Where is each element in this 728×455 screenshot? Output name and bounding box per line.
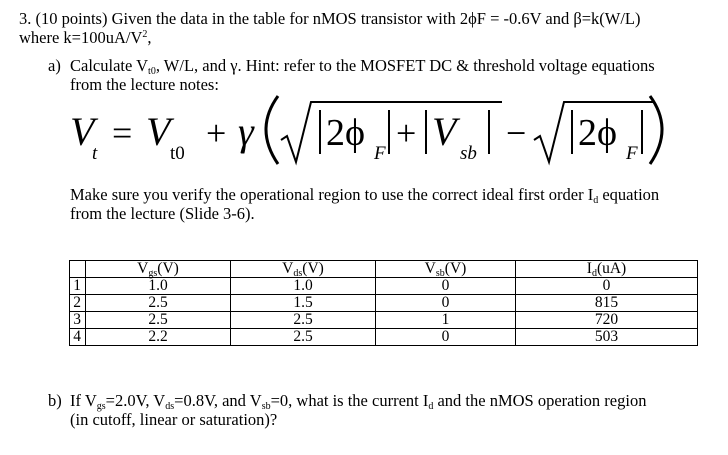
cell-vgs: 2.5 bbox=[86, 295, 231, 312]
eq-two-phi-2: 2ϕ bbox=[578, 112, 618, 154]
eq-minus: − bbox=[506, 113, 527, 153]
eq-vt-sub: t bbox=[92, 143, 98, 164]
eq-equals: = bbox=[112, 113, 133, 153]
cell-id: 720 bbox=[516, 312, 698, 329]
eq-vt: V bbox=[70, 109, 95, 154]
part-b-line1: b) If $V_{gs}=2.0V$, $V_{ds}=0.8V$, and $V_{sb}=0$, what is the current $I_d$ and the nMOS operation region bbox=[48, 391, 647, 412]
part-a-line1 bbox=[48, 56, 655, 75]
left-parenthesis bbox=[266, 96, 278, 164]
header-cell-vgs: $V_{gs}(V)$ bbox=[86, 261, 231, 278]
cell-vds: 1.5 bbox=[231, 295, 376, 312]
eq-gamma: γ bbox=[238, 109, 254, 154]
header-cell-id: $I_d(uA)$ bbox=[516, 261, 698, 278]
cell-id: 815 bbox=[516, 295, 698, 312]
cell-vsb: 0 bbox=[376, 278, 516, 295]
cell-vds: 1.0 bbox=[231, 278, 376, 295]
row-index: 3 bbox=[70, 312, 86, 329]
note-text-cont: equation bbox=[598, 185, 660, 204]
subscript: d bbox=[593, 195, 599, 206]
cell-vsb: 0 bbox=[376, 329, 516, 346]
eq-vsb: V bbox=[432, 109, 457, 154]
right-parenthesis bbox=[650, 96, 662, 164]
part-a-label: a) bbox=[48, 56, 61, 75]
note-line2: from the lecture (Slide 3-6). bbox=[70, 204, 255, 223]
row-index: 2 bbox=[70, 295, 86, 312]
cell-vgs: 2.2 bbox=[86, 329, 231, 346]
transistor-data-table bbox=[69, 260, 698, 346]
header-cell-vds: $V_{ds}(V)$ bbox=[231, 261, 376, 278]
part-a-text-cont: , W/L, and γ. Hint: refer to the MOSFET DC & threshold voltage equations bbox=[155, 56, 655, 75]
cell-vds: 2.5 bbox=[231, 312, 376, 329]
question-text-end: , bbox=[147, 28, 152, 47]
part-b-label: b) bbox=[48, 391, 62, 410]
eq-vt0: V bbox=[146, 109, 171, 154]
note-text: Make sure you verify the operational region to use the correct ideal first order I bbox=[70, 185, 594, 204]
eq-vt0-sub: t0 bbox=[170, 143, 185, 164]
header-cell-vsb: $V_{sb}(V)$ bbox=[376, 261, 516, 278]
cell-id: 0 bbox=[516, 278, 698, 295]
eq-phi-sub: F bbox=[374, 143, 386, 164]
cell-id: 503 bbox=[516, 329, 698, 346]
eq-phi-sub-2: F bbox=[626, 143, 638, 164]
row-index: 4 bbox=[70, 329, 86, 346]
part-a-line2: from the lecture notes: bbox=[70, 75, 219, 94]
cell-vgs: 2.5 bbox=[86, 312, 231, 329]
superscript: 2 bbox=[142, 29, 148, 40]
question-text: where k=100uA/V bbox=[19, 28, 143, 47]
cell-vgs: 1.0 bbox=[86, 278, 231, 295]
cell-vds: 2.5 bbox=[231, 329, 376, 346]
cell-vsb: 0 bbox=[376, 295, 516, 312]
eq-plus-1: + bbox=[206, 113, 227, 153]
eq-plus-2: + bbox=[396, 113, 417, 153]
part-a-text: Calculate V bbox=[70, 56, 149, 75]
row-index: 1 bbox=[70, 278, 86, 295]
header-cell-index bbox=[70, 261, 86, 278]
eq-vsb-sub: sb bbox=[460, 143, 477, 164]
part-b-line2: (in cutoff, linear or saturation)? bbox=[70, 410, 278, 429]
eq-two-phi: 2ϕ bbox=[326, 112, 366, 154]
table-header-row bbox=[70, 261, 698, 278]
subscript: t0 bbox=[148, 66, 156, 77]
question-statement-line2 bbox=[19, 28, 152, 47]
question-statement-line1: 3. (10 points) Given the data in the table for nMOS transistor with 2ϕF = -0.6V and β=k(W/L) bbox=[19, 9, 641, 28]
threshold-voltage-equation bbox=[66, 88, 666, 170]
table-row bbox=[70, 312, 698, 329]
table-row bbox=[70, 329, 698, 346]
table-row bbox=[70, 295, 698, 312]
table-row bbox=[70, 278, 698, 295]
note-line1 bbox=[70, 185, 659, 204]
cell-vsb: 1 bbox=[376, 312, 516, 329]
